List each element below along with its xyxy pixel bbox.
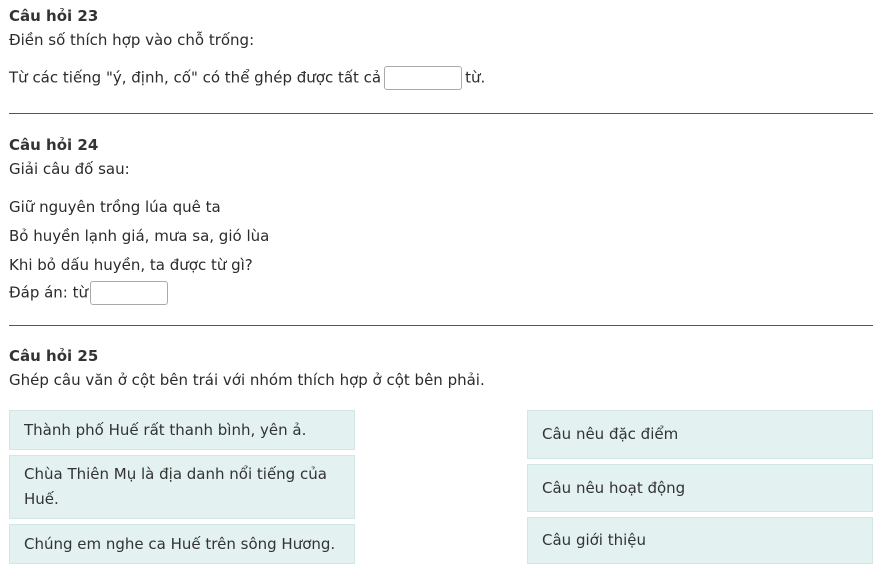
fill-sentence (9, 66, 873, 90)
poem-line: Giữ nguyên trồng lúa quê ta (9, 198, 221, 216)
answer-input[interactable] (90, 281, 168, 305)
question-instruction: Ghép câu văn ở cột bên trái với nhóm thích hợp ở cột bên phải. (9, 371, 485, 389)
divider (9, 325, 873, 326)
question-title: Câu hỏi 23 (9, 7, 99, 25)
sentence-text-after: từ. (465, 68, 486, 87)
question-instruction: Giải câu đố sau: (9, 160, 130, 178)
match-left-item[interactable]: Chùa Thiên Mụ là địa danh nổi tiếng của Huế. (9, 455, 355, 519)
poem-line: Bỏ huyền lạnh giá, mưa sa, gió lùa (9, 227, 270, 245)
question-24 (9, 135, 873, 305)
match-right-item[interactable]: Câu giới thiệu (527, 517, 873, 564)
question-title: Câu hỏi 25 (9, 347, 99, 365)
question-instruction: Điền số thích hợp vào chỗ trống: (9, 31, 255, 49)
question-title: Câu hỏi 24 (9, 136, 99, 154)
divider (9, 113, 873, 114)
question-25 (9, 346, 873, 390)
match-left-item[interactable]: Chúng em nghe ca Huế trên sông Hương. (9, 524, 355, 564)
sentence-text-before: Từ các tiếng "ý, định, cố" có thể ghép được tất cả (9, 68, 382, 87)
poem-line: Khi bỏ dấu huyền, ta được từ gì? (9, 256, 253, 274)
answer-label: Đáp án: từ (9, 283, 89, 302)
match-right-item[interactable]: Câu nêu hoạt động (527, 464, 873, 512)
question-23 (9, 6, 873, 90)
riddle-poem (9, 196, 873, 283)
match-right-item[interactable]: Câu nêu đặc điểm (527, 410, 873, 459)
answer-input[interactable] (384, 66, 462, 90)
answer-row (9, 281, 873, 305)
match-left-item[interactable]: Thành phố Huế rất thanh bình, yên ả. (9, 410, 355, 450)
